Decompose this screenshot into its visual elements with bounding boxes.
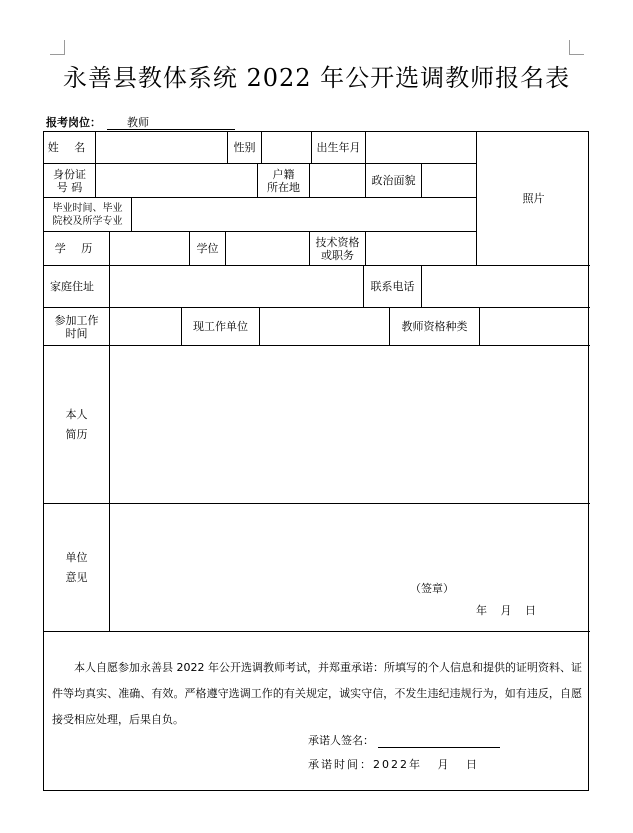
label-graduation: 毕业时间、毕业 院校及所学专业 — [44, 198, 132, 232]
label-name: 姓 名 — [44, 132, 96, 164]
field-education[interactable] — [110, 232, 190, 266]
field-name[interactable] — [96, 132, 228, 164]
page-corner-top-right — [569, 40, 584, 55]
label-degree: 学位 — [190, 232, 226, 266]
label-resume: 本人 简历 — [44, 346, 110, 504]
field-work-start[interactable] — [110, 308, 182, 346]
label-teacher-cert: 教师资格种类 — [390, 308, 480, 346]
label-education: 学 历 — [44, 232, 110, 266]
label-unit-opinion: 单位 意见 — [44, 504, 110, 632]
field-tech-title[interactable] — [366, 232, 477, 266]
field-teacher-cert[interactable] — [480, 308, 590, 346]
label-address: 家庭住址 — [44, 266, 110, 308]
page-corner-top-left — [50, 40, 65, 55]
field-hukou[interactable] — [310, 164, 366, 198]
field-current-unit[interactable] — [260, 308, 390, 346]
pledge-text: 本人自愿参加永善县 2022 年公开选调教师考试，并郑重承诺：所填写的个人信息和提供的证明资料、证件等均真实、准确、有效。严格遵守选调工作的有关规定，诚实守信，不发生违纪违规行为，如有违反，自愿接受相应处理，后果自负。 — [52, 661, 582, 726]
label-hukou: 户籍 所在地 — [258, 164, 310, 198]
field-birth[interactable] — [366, 132, 477, 164]
label-birth: 出生年月 — [312, 132, 366, 164]
pledge-time: 承诺时间：2022年 月 日 — [308, 758, 479, 771]
label-id-number: 身份证 号 码 — [44, 164, 96, 198]
field-phone[interactable] — [422, 266, 590, 308]
signature-line — [308, 732, 500, 748]
label-phone: 联系电话 — [364, 266, 422, 308]
field-graduation[interactable] — [132, 198, 477, 232]
stamp-label: （签章） — [410, 582, 454, 595]
label-tech-title: 技术资格 或职务 — [310, 232, 366, 266]
page-title: 永善县教体系统 2022 年公开选调教师报名表 — [62, 64, 571, 92]
label-work-start: 参加工作 时间 — [44, 308, 110, 346]
photo-box[interactable]: 照片 — [477, 132, 590, 266]
label-political: 政治面貌 — [366, 164, 422, 198]
label-gender: 性别 — [228, 132, 262, 164]
field-resume[interactable] — [110, 346, 590, 504]
position-label: 报考岗位： — [46, 116, 101, 129]
field-id-number[interactable] — [96, 164, 258, 198]
field-political[interactable] — [422, 164, 477, 198]
position-line — [46, 114, 235, 130]
signature-field[interactable] — [378, 735, 500, 748]
signature-label: 承诺人签名： — [308, 734, 374, 747]
field-gender[interactable] — [262, 132, 312, 164]
position-value[interactable]: 教师 — [107, 117, 235, 130]
opinion-date: 年 月 日 — [476, 604, 536, 617]
field-degree[interactable] — [226, 232, 310, 266]
field-address[interactable] — [110, 266, 364, 308]
label-current-unit: 现工作单位 — [182, 308, 260, 346]
